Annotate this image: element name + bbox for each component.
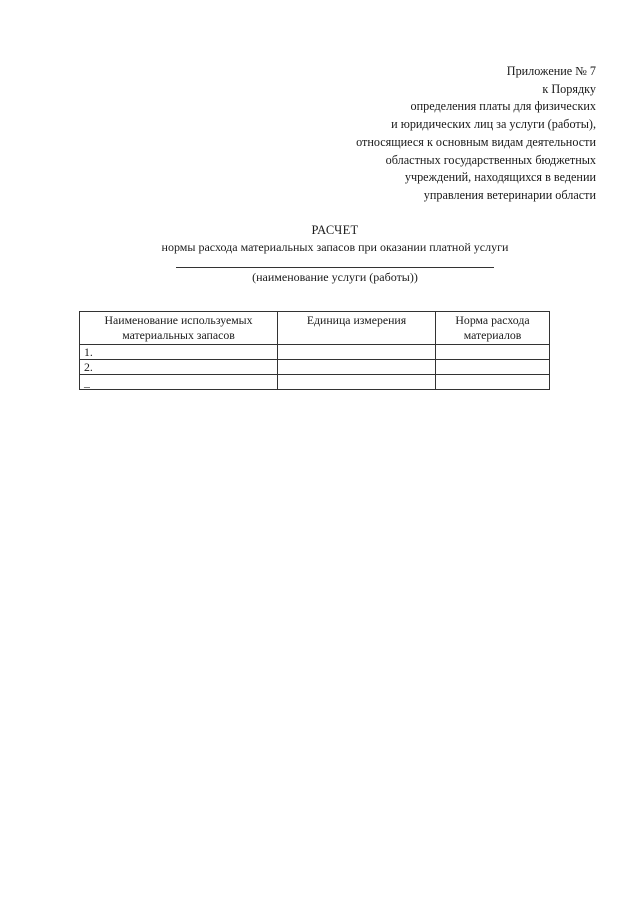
- table-row: [80, 375, 550, 390]
- table-cell: [436, 345, 550, 360]
- table-cell: 1.: [80, 345, 278, 360]
- appendix-line: определения платы для физических: [410, 99, 596, 114]
- table-row: [80, 345, 550, 360]
- header-material-name: Наименование используемых материальных запасов: [80, 312, 278, 345]
- service-name-caption: (наименование услуги (работы)): [252, 270, 418, 284]
- header-norm: Норма расхода материалов: [436, 312, 550, 345]
- header-unit: Единица измерения: [278, 312, 436, 345]
- appendix-line: к Порядку: [542, 81, 596, 96]
- appendix-line: относящиеся к основным видам деятельности: [356, 134, 596, 149]
- table-header-row: [80, 312, 550, 345]
- appendix-line: учреждений, находящихся в ведении: [404, 170, 596, 185]
- appendix-line: и юридических лиц за услуги (работы),: [391, 117, 596, 132]
- appendix-line: областных государственных бюджетных: [385, 152, 596, 167]
- appendix-line: Приложение № 7: [506, 64, 596, 78]
- table-cell: [436, 360, 550, 375]
- table-row: [80, 360, 550, 375]
- table-cell: [436, 375, 550, 390]
- table-cell: _: [80, 375, 278, 390]
- table-cell: [278, 375, 436, 390]
- table-cell: [278, 345, 436, 360]
- document-title: РАСЧЕТ: [311, 223, 359, 237]
- table-cell: 2.: [80, 360, 278, 375]
- materials-table: [79, 311, 550, 390]
- service-name-line: [176, 267, 494, 268]
- appendix-line: управления ветеринарии области: [423, 187, 596, 202]
- document-subtitle: нормы расхода материальных запасов при оказании платной услуги: [161, 240, 509, 254]
- appendix-block: [256, 63, 596, 205]
- table-cell: [278, 360, 436, 375]
